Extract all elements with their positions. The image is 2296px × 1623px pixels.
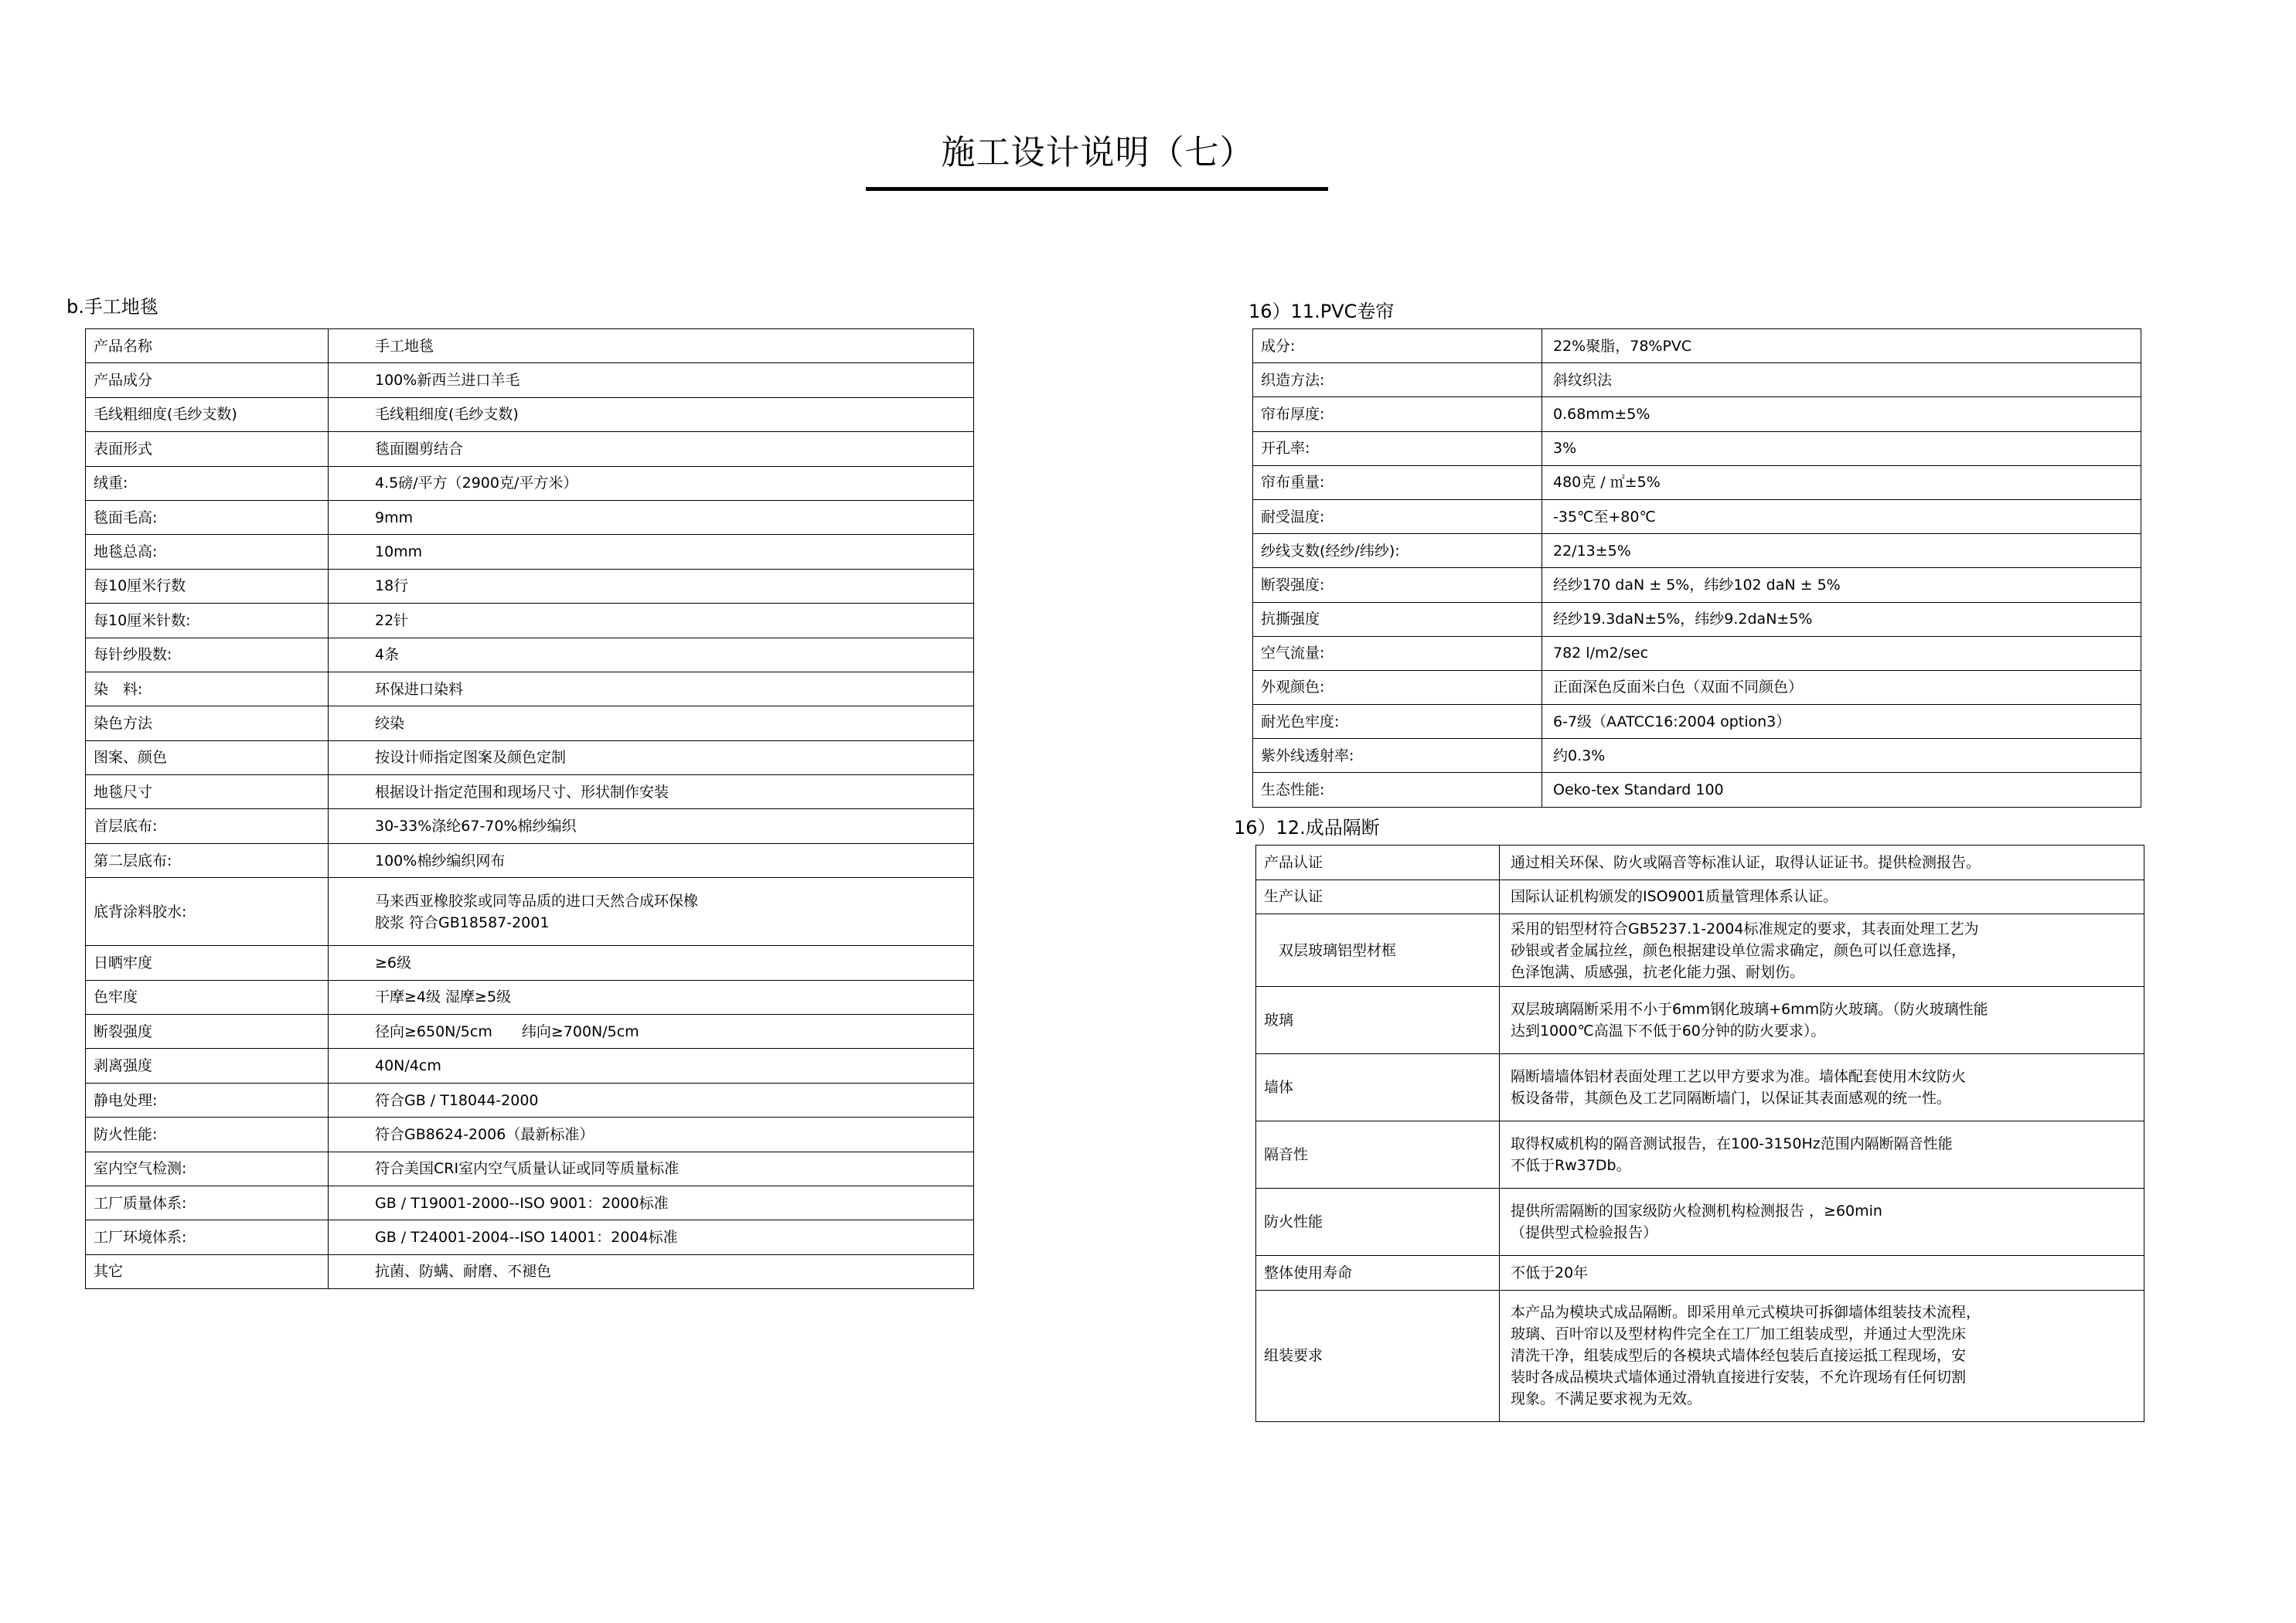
spec-value: GB / T19001-2000--ISO 9001：2000标准 [329,1186,974,1220]
spec-value: 正面深色反面米白色（双面不同颜色） [1542,670,2141,704]
table-row [86,432,974,466]
table-row [86,397,974,431]
table-row [86,1083,974,1117]
page-title: 施工设计说明（七） [941,133,1255,172]
spec-label: 表面形式 [86,432,329,466]
spec-label: 紫外线透射率: [1253,739,1542,773]
table-row [86,1049,974,1083]
spec-value: ≥6级 [329,946,974,980]
spec-value: 100%新西兰进口羊毛 [329,363,974,397]
spec-value: 4条 [329,638,974,672]
spec-value: 22%聚脂，78%PVC [1542,329,2141,363]
spec-label: 组装要求 [1256,1290,1500,1421]
spec-label: 图案、颜色 [86,740,329,774]
table-row [86,980,974,1014]
spec-value: 干摩≥4级 湿摩≥5级 [329,980,974,1014]
spec-label: 开孔率: [1253,431,1542,465]
spec-label: 其它 [86,1254,329,1288]
table-row [1253,329,2141,363]
spec-label: 纱线支数(经纱/纬纱): [1253,534,1542,568]
table-row [86,466,974,500]
spec-value: 4.5磅/平方（2900克/平方米） [329,466,974,500]
table-row [86,1254,974,1288]
spec-label: 毯面毛高: [86,500,329,534]
spec-label: 室内空气检测: [86,1152,329,1186]
spec-label: 墙体 [1256,1054,1500,1121]
title-underline [866,187,1328,191]
table-row [1253,636,2141,670]
table-row [86,1152,974,1186]
spec-label: 每针纱股数: [86,638,329,672]
table-row [86,535,974,569]
table-row [86,1186,974,1220]
spec-value: 符合GB8624-2006（最新标准） [329,1118,974,1152]
spec-value: -35℃至+80℃ [1542,499,2141,533]
spec-label: 每10厘米针数: [86,604,329,638]
spec-label: 成分: [1253,329,1542,363]
spec-label: 毛线粗细度(毛纱支数) [86,397,329,431]
table-row [86,604,974,638]
spec-label: 整体使用寿命 [1256,1256,1500,1291]
spec-label: 断裂强度 [86,1015,329,1049]
table-row [1253,602,2141,636]
table-row [86,878,974,946]
spec-value: 符合GB / T18044-2000 [329,1083,974,1117]
spec-label: 玻璃 [1256,987,1500,1054]
spec-label: 帘布重量: [1253,465,1542,499]
table-row [86,329,974,363]
table-row [86,843,974,877]
spec-label: 生态性能: [1253,773,1542,807]
spec-label: 断裂强度: [1253,568,1542,602]
spec-value: 毛线粗细度(毛纱支数) [329,397,974,431]
table-row [1253,670,2141,704]
spec-label: 防火性能 [1256,1189,1500,1256]
spec-label: 生产认证 [1256,880,1500,914]
spec-label: 地毯总高: [86,535,329,569]
spec-label: 每10厘米行数 [86,569,329,603]
spec-label: 色牢度 [86,980,329,1014]
table-row [86,809,974,843]
spec-value: 782 l/m2/sec [1542,636,2141,670]
spec-label: 第二层底布: [86,843,329,877]
spec-value: 根据设计指定范围和现场尺寸、形状制作安装 [329,775,974,809]
table-row [1256,1189,2144,1256]
spec-value: 本产品为模块式成品隔断。即采用单元式模块可拆御墙体组装技术流程， 玻璃、百叶帘以及型材构件完全在工厂加工组装成型，并通过大型洗床 清洗干净，组装成型后的各模块式墙体经包装后直接运抵工程现场，安 装时各成品模块式墙体通过滑轨直接进行安装，不允许现场有任何切割 现象。不满足要求视为无效。 [1500,1290,2144,1421]
spec-value: 0.68mm±5% [1542,397,2141,431]
spec-value: 毯面圈剪结合 [329,432,974,466]
table-row [86,1118,974,1152]
spec-value: 3% [1542,431,2141,465]
spec-label: 产品名称 [86,329,329,363]
spec-label: 耐光色牢度: [1253,705,1542,739]
table-row [86,363,974,397]
table-row [1253,397,2141,431]
spec-value: 按设计师指定图案及颜色定制 [329,740,974,774]
spec-label: 地毯尺寸 [86,775,329,809]
table-row [1253,739,2141,773]
spec-label: 绒重: [86,466,329,500]
spec-label: 耐受温度: [1253,499,1542,533]
spec-value: Oeko-tex Standard 100 [1542,773,2141,807]
table-row [86,946,974,980]
partition-spec-rows [1256,846,2144,1422]
spec-label: 染 料: [86,672,329,706]
spec-value: 经纱170 daN ± 5%，纬纱102 daN ± 5% [1542,568,2141,602]
spec-value: 斜纹织法 [1542,363,2141,397]
spec-value: 不低于20年 [1500,1256,2144,1291]
spec-value: 符合美国CRI室内空气质量认证或同等质量标准 [329,1152,974,1186]
partition-spec-table [1255,845,2144,1422]
spec-value: 22/13±5% [1542,534,2141,568]
table-row [1253,499,2141,533]
spec-value: 9mm [329,500,974,534]
spec-value: 采用的铝型材符合GB5237.1-2004标准规定的要求，其表面处理工艺为 砂银或者金属拉丝，颜色根据建设单位需求确定，颜色可以任意选择， 色泽饱满、质感强，抗老化能力强、耐划伤。 [1500,914,2144,987]
table-row [1256,880,2144,914]
table-row [86,1015,974,1049]
table-row [1253,568,2141,602]
table-row [1256,846,2144,880]
spec-label: 工厂环境体系: [86,1220,329,1254]
spec-label: 静电处理: [86,1083,329,1117]
table-row [86,672,974,706]
spec-label: 染色方法 [86,706,329,740]
table-row [1256,1121,2144,1189]
spec-label: 首层底布: [86,809,329,843]
table-row [1253,773,2141,807]
spec-label: 剥离强度 [86,1049,329,1083]
table-row [1253,705,2141,739]
spec-label: 日晒牢度 [86,946,329,980]
table-row [86,740,974,774]
table-row [86,569,974,603]
spec-label: 空气流量: [1253,636,1542,670]
spec-value: 100%棉纱编织网布 [329,843,974,877]
spec-value: 环保进口染料 [329,672,974,706]
section-heading-partition: 16）12.成品隔断 [1234,817,1380,839]
spec-value: 480克 / ㎡±5% [1542,465,2141,499]
table-row [1253,465,2141,499]
table-row [86,706,974,740]
spec-value: 绞染 [329,706,974,740]
spec-value: 抗菌、防螨、耐磨、不褪色 [329,1254,974,1288]
table-row [86,638,974,672]
spec-label: 帘布厚度: [1253,397,1542,431]
spec-value: 国际认证机构颁发的ISO9001质量管理体系认证。 [1500,880,2144,914]
spec-value: 隔断墙墙体铝材表面处理工艺以甲方要求为准。墙体配套使用木纹防火 板设备带，其颜色及工艺同隔断墙门，以保证其表面感观的统一性。 [1500,1054,2144,1121]
spec-value: 提供所需隔断的国家级防火检测机构检测报告 ，≥60min （提供型式检验报告） [1500,1189,2144,1256]
table-row [1256,1290,2144,1421]
carpet-spec-table [85,328,974,1289]
spec-label: 产品认证 [1256,846,1500,880]
pvc-spec-table [1252,328,2141,808]
spec-value: 双层玻璃隔断采用不小于6mm钢化玻璃+6mm防火玻璃。（防火玻璃性能 达到1000℃高温下不低于60分钟的防火要求）。 [1500,987,2144,1054]
section-heading-carpet: b.手工地毯 [66,296,158,318]
pvc-spec-rows [1253,329,2141,808]
table-row [86,775,974,809]
spec-value: 18行 [329,569,974,603]
spec-value: 40N/4cm [329,1049,974,1083]
spec-value: GB / T24001-2004--ISO 14001：2004标准 [329,1220,974,1254]
table-row [86,500,974,534]
spec-value: 取得权威机构的隔音测试报告，在100-3150Hz范围内隔断隔音性能 不低于Rw37Db。 [1500,1121,2144,1189]
spec-label: 防火性能: [86,1118,329,1152]
spec-label: 抗撕强度 [1253,602,1542,636]
spec-label: 织造方法: [1253,363,1542,397]
spec-value: 通过相关环保、防火或隔音等标准认证，取得认证证书。提供检测报告。 [1500,846,2144,880]
spec-value: 22针 [329,604,974,638]
spec-label: 隔音性 [1256,1121,1500,1189]
section-heading-pvc: 16）11.PVC卷帘 [1248,301,1395,322]
spec-value: 经纱19.3daN±5%，纬纱9.2daN±5% [1542,602,2141,636]
spec-value: 6-7级（AATCC16:2004 option3） [1542,705,2141,739]
spec-label: 产品成分 [86,363,329,397]
table-row [1253,431,2141,465]
spec-value: 约0.3% [1542,739,2141,773]
spec-value: 马来西亚橡胶浆或同等品质的进口天然合成环保橡 胶浆 符合GB18587-2001 [329,878,974,946]
spec-label: 双层玻璃铝型材框 [1256,914,1500,987]
table-row [1256,914,2144,987]
spec-value: 10mm [329,535,974,569]
spec-value: 径向≥650N/5cm 纬向≥700N/5cm [329,1015,974,1049]
spec-label: 外观颜色: [1253,670,1542,704]
table-row [1256,1054,2144,1121]
spec-label: 工厂质量体系: [86,1186,329,1220]
table-row [1253,363,2141,397]
spec-value: 手工地毯 [329,329,974,363]
table-row [1253,534,2141,568]
table-row [1256,1256,2144,1291]
carpet-spec-rows [86,329,974,1289]
spec-value: 30-33%涤纶67-70%棉纱编织 [329,809,974,843]
table-row [1256,987,2144,1054]
table-row [86,1220,974,1254]
spec-label: 底背涂料胶水: [86,878,329,946]
